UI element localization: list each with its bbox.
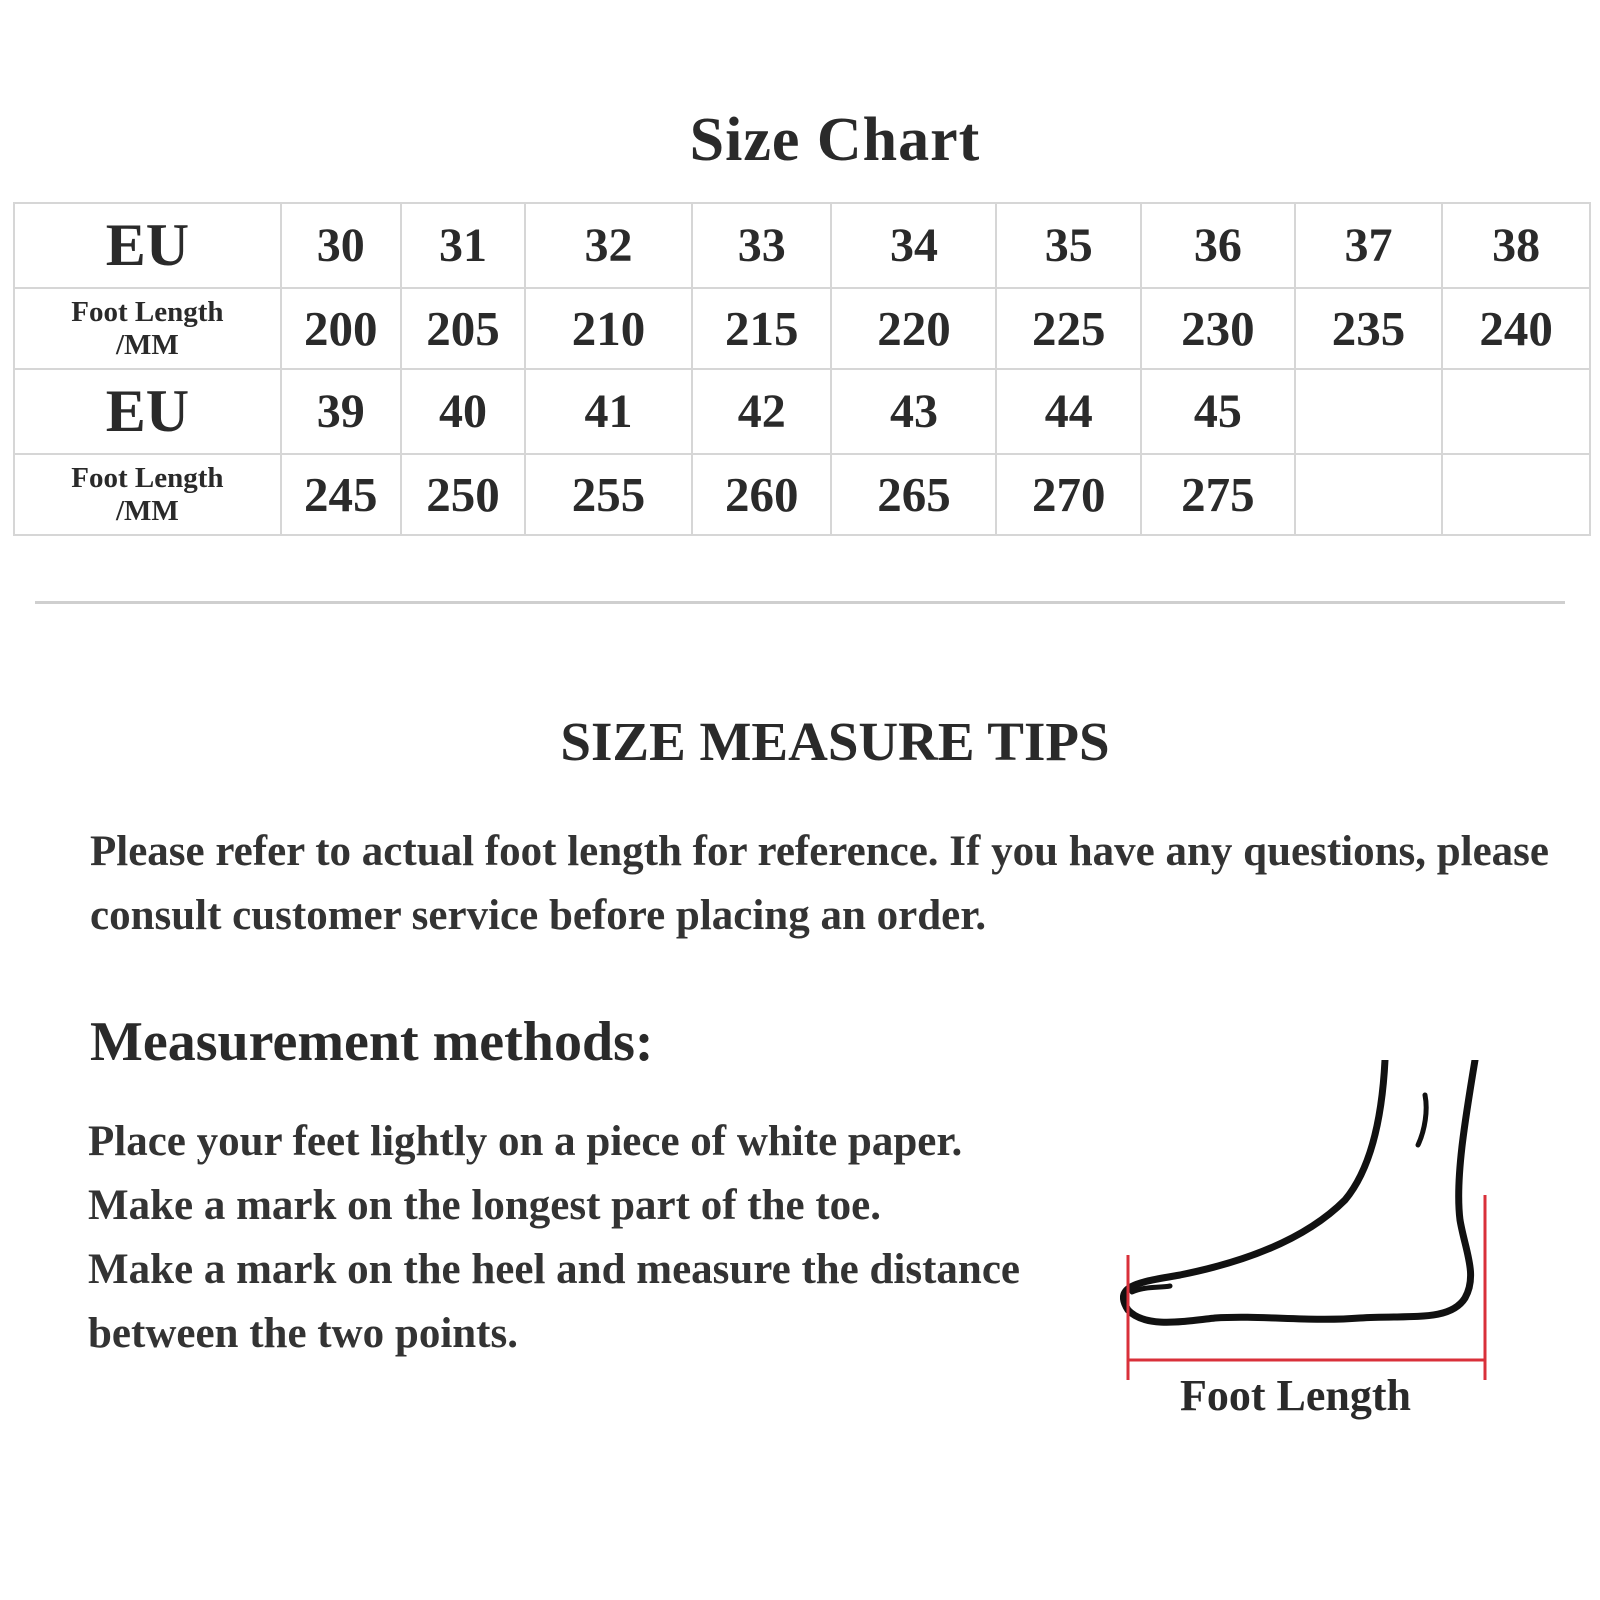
foot-length-label-line1: Foot Length <box>71 461 224 494</box>
table-row <box>14 454 1590 535</box>
method-step: Make a mark on the longest part of the toe. <box>88 1182 882 1229</box>
table-cell: 255 <box>525 454 692 535</box>
methods-text <box>88 1110 1068 1366</box>
table-cell: 260 <box>692 454 831 535</box>
table-cell: 38 <box>1442 203 1590 288</box>
table-row <box>14 369 1590 454</box>
table-cell: 250 <box>401 454 525 535</box>
table-cell: 220 <box>831 288 996 369</box>
table-cell: 32 <box>525 203 692 288</box>
table-cell: 37 <box>1295 203 1443 288</box>
table-cell: 215 <box>692 288 831 369</box>
table-cell: 36 <box>1141 203 1295 288</box>
methods-title: Measurement methods: <box>90 1011 654 1073</box>
method-step: Place your feet lightly on a piece of white paper. <box>88 1118 963 1165</box>
foot-outline <box>1123 1060 1475 1322</box>
table-cell: 35 <box>996 203 1141 288</box>
table-cell: 240 <box>1442 288 1590 369</box>
table-cell: 41 <box>525 369 692 454</box>
table-row <box>14 203 1590 288</box>
tips-title: SIZE MEASURE TIPS <box>560 711 1110 772</box>
foot-length-label <box>14 454 281 535</box>
table-cell <box>1442 369 1590 454</box>
table-cell: 230 <box>1141 288 1295 369</box>
table-cell: 235 <box>1295 288 1443 369</box>
table-cell: 225 <box>996 288 1141 369</box>
table-cell: 31 <box>401 203 525 288</box>
table-cell: 33 <box>692 203 831 288</box>
table-cell: 30 <box>281 203 401 288</box>
table-cell: 275 <box>1141 454 1295 535</box>
table-cell: 270 <box>996 454 1141 535</box>
table-cell: 40 <box>401 369 525 454</box>
foot-length-caption: Foot Length <box>1180 1371 1411 1420</box>
size-table <box>13 202 1591 536</box>
section-divider <box>35 601 1565 604</box>
foot-illustration <box>1120 1060 1520 1420</box>
table-cell <box>1295 454 1443 535</box>
foot-length-label-line1: Foot Length <box>71 295 224 328</box>
table-cell: 45 <box>1141 369 1295 454</box>
foot-length-label <box>14 288 281 369</box>
table-cell: 39 <box>281 369 401 454</box>
table-cell <box>1442 454 1590 535</box>
table-cell: 245 <box>281 454 401 535</box>
table-cell <box>1295 369 1443 454</box>
foot-length-label-unit: /MM <box>115 494 179 527</box>
table-cell: 34 <box>831 203 996 288</box>
table-row <box>14 288 1590 369</box>
table-cell: 265 <box>831 454 996 535</box>
table-cell: 43 <box>831 369 996 454</box>
foot-length-label-unit: /MM <box>115 328 179 361</box>
table-cell: 200 <box>281 288 401 369</box>
method-step: Make a mark on the heel and measure the distance between the two points. <box>88 1246 1021 1357</box>
page-title: Size Chart <box>689 106 981 174</box>
table-cell: 42 <box>692 369 831 454</box>
eu-label: EU <box>14 203 281 288</box>
ankle-mark <box>1418 1095 1426 1145</box>
tips-text: Please refer to actual foot length for reference. If you have any questions, please consult customer service before placing an order. <box>90 828 1549 939</box>
table-cell: 210 <box>525 288 692 369</box>
table-cell: 44 <box>996 369 1141 454</box>
eu-label: EU <box>14 369 281 454</box>
table-cell: 205 <box>401 288 525 369</box>
